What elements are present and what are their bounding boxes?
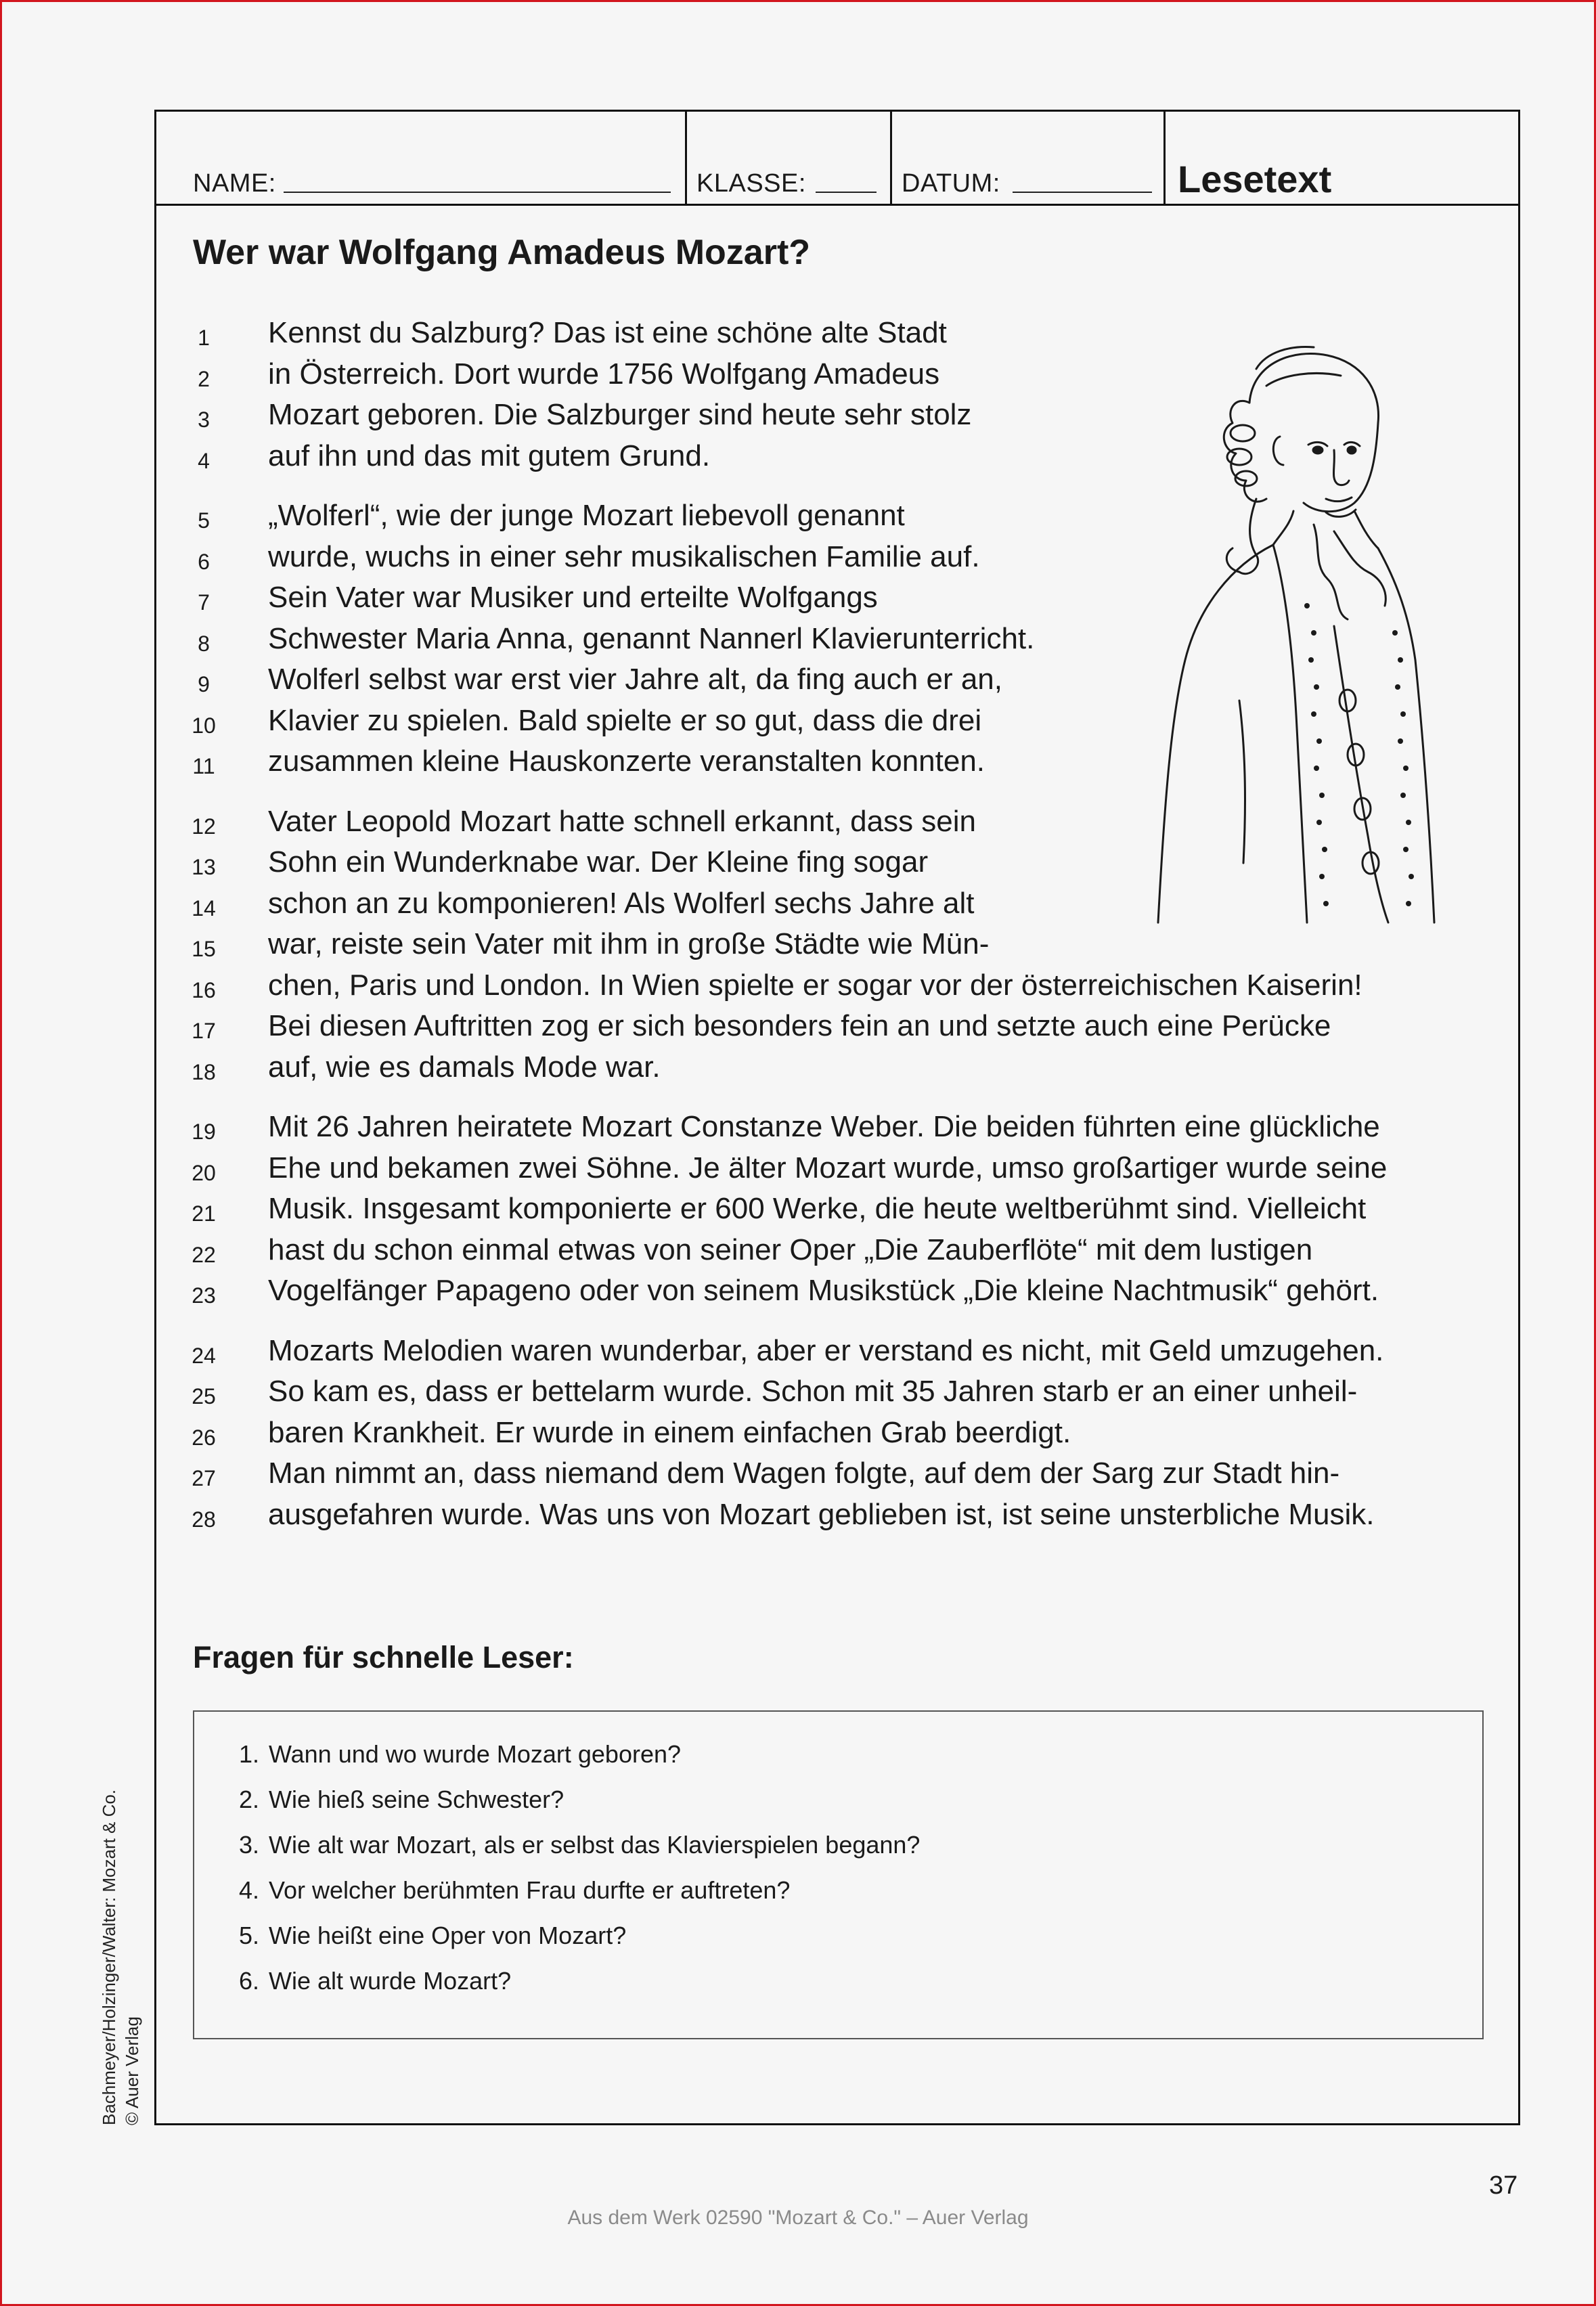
line-number: 13 xyxy=(192,855,216,879)
line-text: war, reiste sein Vater mit ihm in große Städte wie Mün- xyxy=(268,927,990,960)
line-number: 20 xyxy=(192,1160,216,1185)
line-text: wurde, wuchs in einer sehr musikalischen Familie auf. xyxy=(268,539,980,573)
line-number: 19 xyxy=(192,1119,216,1144)
line-number: 28 xyxy=(192,1507,216,1532)
datum-field[interactable] xyxy=(1013,192,1152,193)
line-number: 15 xyxy=(192,937,216,961)
line-number: 10 xyxy=(192,713,216,738)
line-number: 7 xyxy=(198,590,210,615)
questions-heading: Fragen für schnelle Leser: xyxy=(193,1640,574,1675)
page-title: Wer war Wolfgang Amadeus Mozart? xyxy=(193,233,811,272)
name-label: NAME: xyxy=(193,169,276,198)
line-text: Ehe und bekamen zwei Söhne. Je älter Mozart wurde, umso großartiger wurde seine xyxy=(268,1151,1388,1184)
line-text: Bei diesen Auftritten zog er sich besonders fein an und setzte auch eine Perücke xyxy=(268,1009,1331,1042)
line-text: Musik. Insgesamt komponierte er 600 Werke, die heute weltberühmt sind. Vielleicht xyxy=(268,1192,1367,1225)
line-number: 12 xyxy=(192,814,216,839)
line-number: 17 xyxy=(192,1019,216,1043)
line-number: 24 xyxy=(192,1343,216,1368)
line-number: 4 xyxy=(198,448,210,473)
line-text: Mozarts Melodien waren wunderbar, aber er verstand es nicht, mit Geld umzugehen. xyxy=(268,1333,1384,1367)
line-text: auf, wie es damals Mode war. xyxy=(268,1050,661,1084)
line-text: chen, Paris und London. In Wien spielte er sogar vor der österreichischen Kaiserin! xyxy=(268,968,1362,1002)
line-number: 22 xyxy=(192,1242,216,1267)
question-text: Wie alt wurde Mozart? xyxy=(269,1967,512,1995)
side-credit xyxy=(97,1790,143,2125)
line-text: Schwester Maria Anna, genannt Nannerl Klavierunterricht. xyxy=(268,621,1035,655)
type-cell xyxy=(1166,112,1518,204)
line-number: 18 xyxy=(192,1059,216,1084)
line-text: hast du schon einmal etwas von seiner Oper „Die Zauberflöte“ mit dem lustigen xyxy=(268,1233,1313,1266)
questions-box xyxy=(193,1710,1484,2039)
line-number: 16 xyxy=(192,977,216,1002)
line-number: 2 xyxy=(198,366,210,391)
line-text: Vater Leopold Mozart hatte schnell erkannt, dass sein xyxy=(268,804,977,838)
side-credit-publisher: © Auer Verlag xyxy=(122,2016,142,2125)
line-text: Sein Vater war Musiker und erteilte Wolfgangs xyxy=(268,581,878,614)
question-text: Vor welcher berühmten Frau durfte er auftreten? xyxy=(269,1876,791,1904)
question-number: 2. xyxy=(238,1786,259,1813)
question-number: 6. xyxy=(238,1967,259,1995)
klasse-cell xyxy=(687,112,892,204)
line-text: Mozart geboren. Die Salzburger sind heute sehr stolz xyxy=(268,398,972,431)
line-text: zusammen kleine Hauskonzerte veranstalten konnten. xyxy=(268,745,985,778)
mozart-portrait-illustration xyxy=(1111,321,1442,931)
line-text: Vogelfänger Papageno oder von seinem Musikstück „Die kleine Nachtmusik“ gehört. xyxy=(268,1274,1379,1307)
question-number: 4. xyxy=(238,1876,259,1904)
line-text: auf ihn und das mit gutem Grund. xyxy=(268,439,711,472)
line-number: 25 xyxy=(192,1384,216,1409)
line-number: 1 xyxy=(198,326,210,350)
line-text: in Österreich. Dort wurde 1756 Wolfgang Amadeus xyxy=(268,357,940,391)
question-text: Wie alt war Mozart, als er selbst das Klavierspielen begann? xyxy=(269,1831,921,1859)
header-row xyxy=(156,112,1518,206)
question-text: Wie hieß seine Schwester? xyxy=(269,1786,564,1813)
line-number: 23 xyxy=(192,1283,216,1308)
datum-cell xyxy=(892,112,1166,204)
line-text: So kam es, dass er bettelarm wurde. Schon mit 35 Jahren starb er an einer unheil- xyxy=(268,1375,1358,1408)
line-text: „Wolferl“, wie der junge Mozart liebevoll genannt xyxy=(268,499,905,532)
question-text: Wie heißt eine Oper von Mozart? xyxy=(269,1922,627,1949)
document-type-label: Lesetext xyxy=(1178,158,1332,200)
line-text: Mit 26 Jahren heiratete Mozart Constanze Weber. Die beiden führten eine glückliche xyxy=(268,1110,1380,1143)
side-credit-authors: Bachmeyer/Holzinger/Walter: Mozart & Co. xyxy=(99,1789,119,2125)
footer-source: Aus dem Werk 02590 "Mozart & Co." – Auer Verlag xyxy=(567,2207,1029,2229)
line-number: 3 xyxy=(198,407,210,432)
line-number: 5 xyxy=(198,508,210,533)
line-number: 6 xyxy=(198,549,210,574)
line-text: baren Krankheit. Er wurde in einem einfachen Grab beerdigt. xyxy=(268,1415,1071,1449)
question-number: 1. xyxy=(238,1740,259,1768)
line-number: 11 xyxy=(192,754,215,778)
line-number: 9 xyxy=(198,672,210,696)
page-number: 37 xyxy=(1489,2171,1518,2200)
line-number: 21 xyxy=(192,1201,216,1226)
line-text: Klavier zu spielen. Bald spielte er so gut, dass die drei xyxy=(268,703,982,737)
line-text: Man nimmt an, dass niemand dem Wagen folgte, auf dem der Sarg zur Stadt hin- xyxy=(268,1457,1340,1490)
line-text: Sohn ein Wunderknabe war. Der Kleine fing sogar xyxy=(268,845,929,879)
line-text: schon an zu komponieren! Als Wolferl sechs Jahre alt xyxy=(268,886,975,920)
question-number: 5. xyxy=(238,1922,259,1949)
name-cell xyxy=(156,112,687,204)
worksheet-frame xyxy=(154,110,1520,2125)
line-text: Wolferl selbst war erst vier Jahre alt, da fing auch er an, xyxy=(268,663,1003,696)
klasse-label: KLASSE: xyxy=(696,169,806,198)
line-number: 14 xyxy=(192,895,216,921)
datum-label: DATUM: xyxy=(902,169,1000,198)
question-number: 3. xyxy=(238,1831,259,1859)
line-text: ausgefahren wurde. Was uns von Mozart geblieben ist, ist seine unsterbliche Musik. xyxy=(268,1497,1375,1531)
question-text: Wann und wo wurde Mozart geboren? xyxy=(269,1740,682,1768)
line-number: 27 xyxy=(192,1466,216,1490)
line-text: Kennst du Salzburg? Das ist eine schöne alte Stadt xyxy=(268,316,947,349)
line-number: 8 xyxy=(198,631,210,656)
line-number: 26 xyxy=(192,1425,216,1450)
name-field[interactable] xyxy=(284,192,671,193)
klasse-field[interactable] xyxy=(816,192,877,193)
